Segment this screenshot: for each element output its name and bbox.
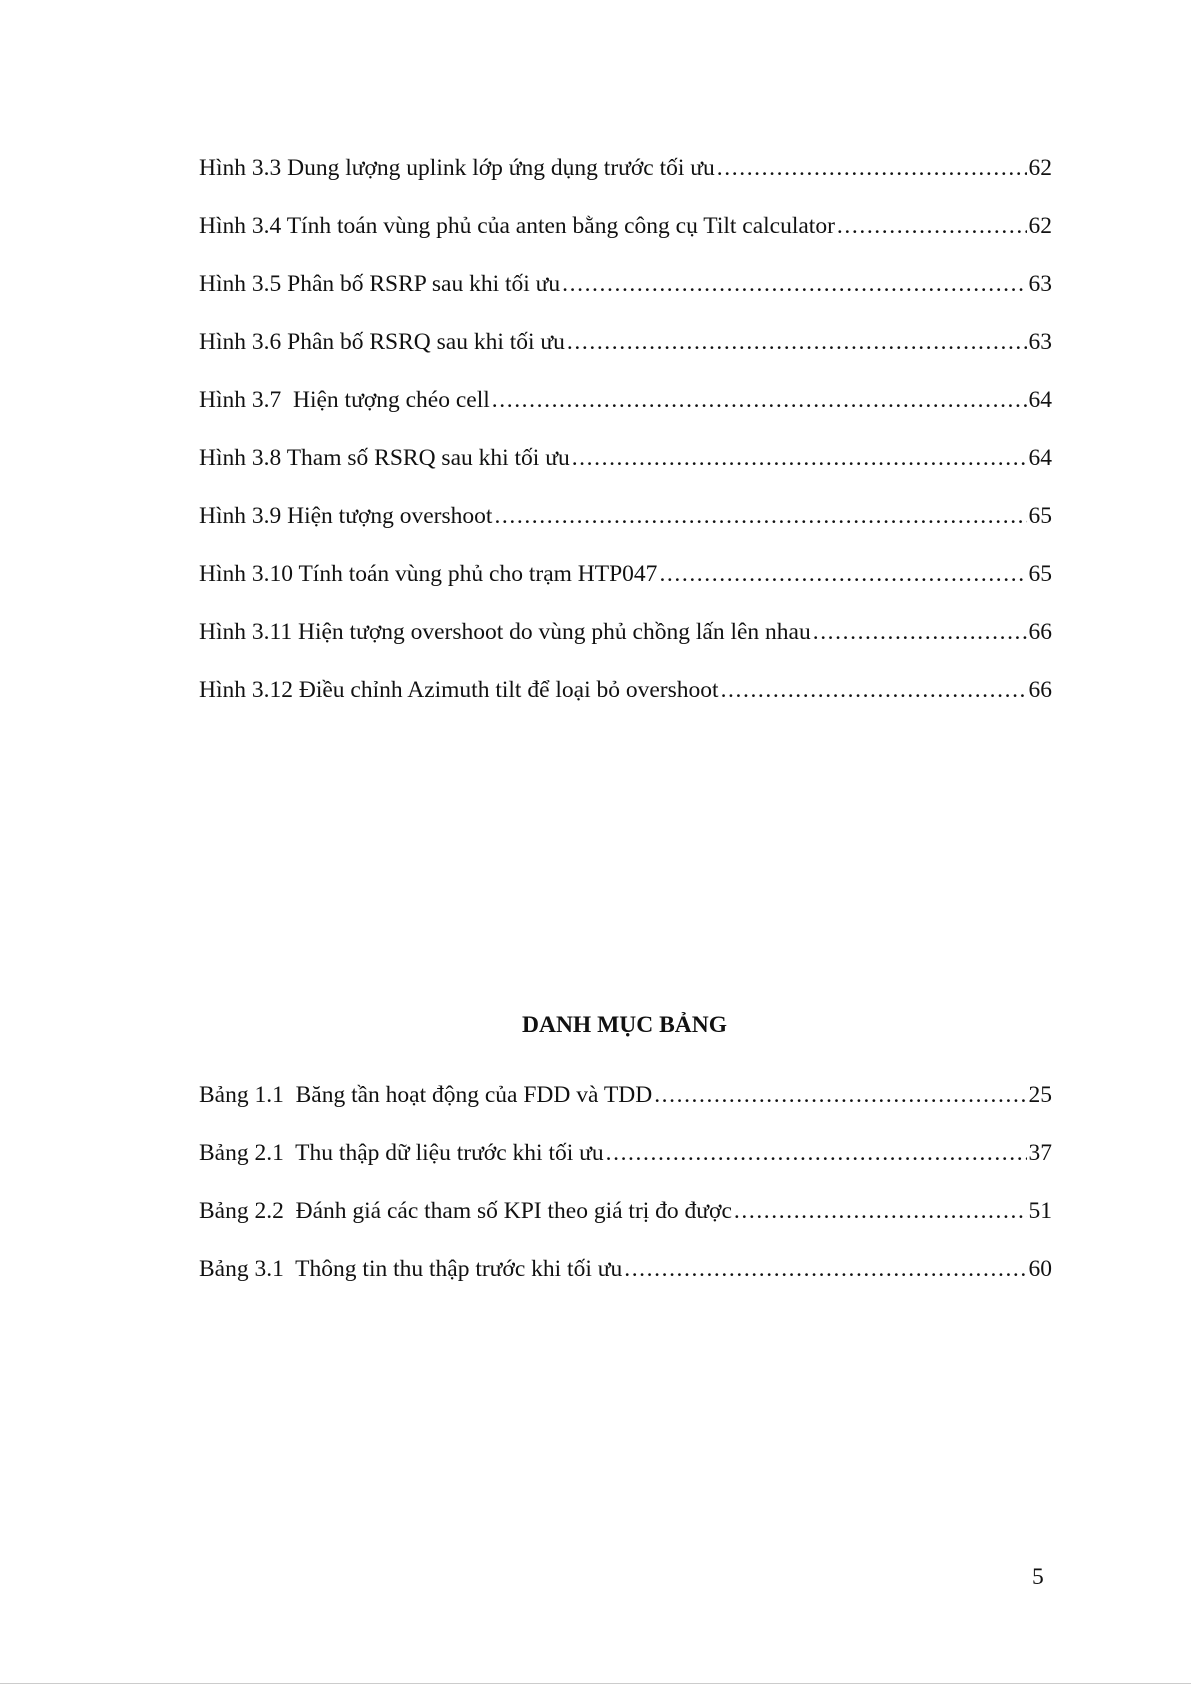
entry-page: 51 (1028, 1198, 1052, 1224)
entry-title: Bảng 2.1 Thu thập dữ liệu trước khi tối ưu (199, 1140, 604, 1166)
entry-page: 25 (1028, 1082, 1052, 1108)
dot-leader (572, 429, 1027, 487)
entry-page: 66 (1028, 619, 1052, 645)
toc-entry[interactable] (199, 603, 1052, 661)
toc-entry[interactable] (199, 545, 1052, 603)
dot-leader (606, 1124, 1027, 1182)
toc-entry[interactable] (199, 661, 1052, 719)
entry-title: Hình 3.5 Phân bố RSRP sau khi tối ưu (199, 271, 561, 297)
page-number: 5 (1032, 1564, 1044, 1590)
entry-title: Bảng 1.1 Băng tần hoạt động của FDD và TDD (199, 1082, 653, 1108)
toc-entry[interactable] (199, 197, 1052, 255)
toc-entry[interactable] (199, 1182, 1052, 1240)
dot-leader (654, 1066, 1026, 1124)
entry-page: 65 (1028, 503, 1052, 529)
toc-entry[interactable] (199, 429, 1052, 487)
toc-entry[interactable] (199, 1066, 1052, 1124)
entry-page: 37 (1028, 1140, 1052, 1166)
dot-leader (492, 371, 1027, 429)
entry-title: Hình 3.7 Hiện tượng chéo cell (199, 387, 490, 413)
dot-leader (734, 1182, 1027, 1240)
entry-title: Hình 3.9 Hiện tượng overshoot (199, 503, 493, 529)
toc-entry[interactable] (199, 1240, 1052, 1298)
toc-entry[interactable] (199, 487, 1052, 545)
dot-leader (837, 197, 1027, 255)
entry-title: Hình 3.12 Điều chỉnh Azimuth tilt để loại bỏ overshoot (199, 677, 719, 703)
entry-title: Hình 3.6 Phân bố RSRQ sau khi tối ưu (199, 329, 565, 355)
toc-entry[interactable] (199, 371, 1052, 429)
entry-page: 62 (1028, 213, 1052, 239)
entry-page: 60 (1028, 1256, 1052, 1282)
dot-leader (567, 313, 1027, 371)
entry-title: Hình 3.10 Tính toán vùng phủ cho trạm HTP047 (199, 561, 658, 587)
table-list (199, 1066, 1052, 1298)
dot-leader (813, 603, 1027, 661)
entry-title: Hình 3.8 Tham số RSRQ sau khi tối ưu (199, 445, 570, 471)
toc-entry[interactable] (199, 1124, 1052, 1182)
toc-entry[interactable] (199, 313, 1052, 371)
entry-title: Bảng 2.2 Đánh giá các tham số KPI theo giá trị đo được (199, 1198, 732, 1224)
toc-entry[interactable] (199, 255, 1052, 313)
entry-page: 64 (1028, 387, 1052, 413)
dot-leader (562, 255, 1026, 313)
entry-page: 66 (1028, 677, 1052, 703)
toc-entry[interactable] (199, 139, 1052, 197)
section-heading-tables: DANH MỤC BẢNG (522, 1012, 727, 1038)
entry-title: Hình 3.3 Dung lượng uplink lớp ứng dụng trước tối ưu (199, 155, 715, 181)
figure-list (199, 139, 1052, 719)
entry-page: 64 (1028, 445, 1052, 471)
dot-leader (721, 661, 1027, 719)
entry-title: Hình 3.11 Hiện tượng overshoot do vùng phủ chồng lấn lên nhau (199, 619, 811, 645)
dot-leader (659, 545, 1026, 603)
entry-page: 62 (1028, 155, 1052, 181)
dot-leader (624, 1240, 1026, 1298)
entry-title: Hình 3.4 Tính toán vùng phủ của anten bằng công cụ Tilt calculator (199, 213, 835, 239)
entry-page: 63 (1028, 329, 1052, 355)
dot-leader (494, 487, 1026, 545)
dot-leader (717, 139, 1027, 197)
page-edge-rule (0, 1683, 1191, 1684)
entry-title: Bảng 3.1 Thông tin thu thập trước khi tối ưu (199, 1256, 623, 1282)
entry-page: 65 (1028, 561, 1052, 587)
entry-page: 63 (1028, 271, 1052, 297)
